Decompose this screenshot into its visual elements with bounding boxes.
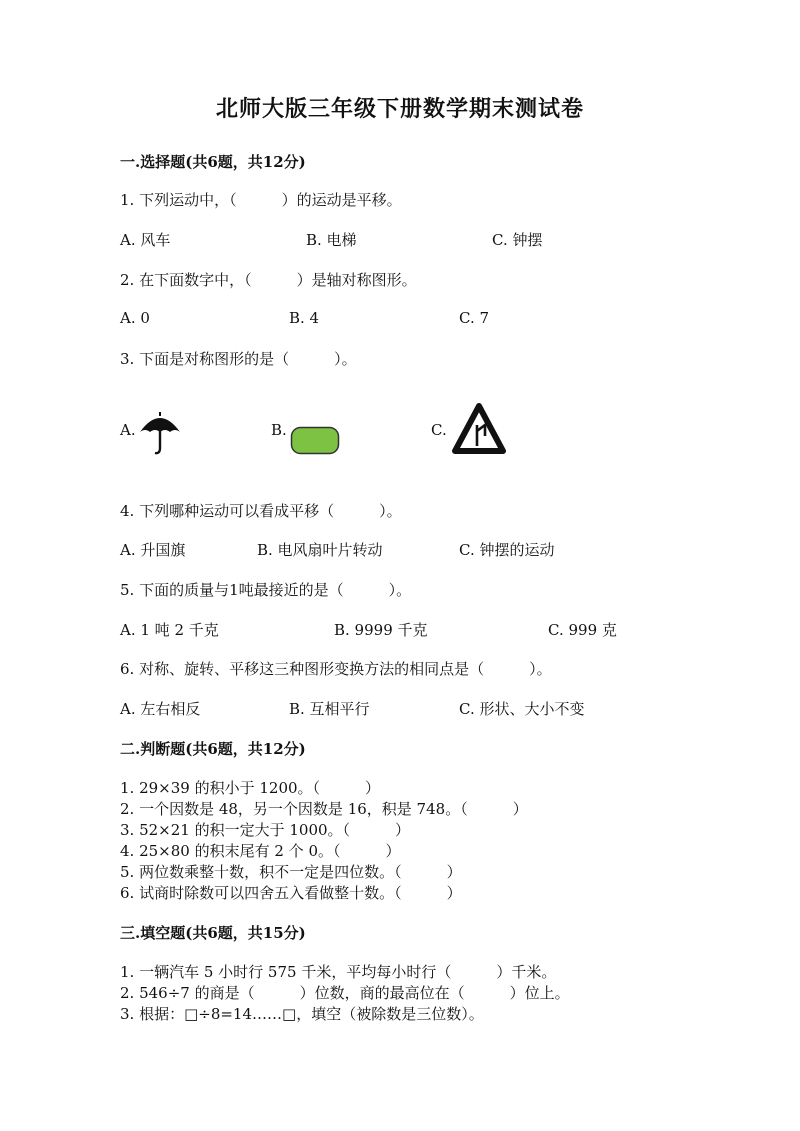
q4-option-c: C. 钟摆的运动 [459, 541, 555, 559]
q3-option-c: C. [431, 421, 447, 439]
question-6: 6. 对称、旋转、平移这三种图形变换方法的相同点是（ ）。 [120, 660, 552, 678]
q2-option-c: C. 7 [459, 309, 490, 327]
warning-sign-icon [452, 403, 506, 455]
section-heading-choice: 一.选择题(共6题，共12分) [120, 153, 306, 171]
q6-option-c: C. 形状、大小不变 [459, 700, 585, 718]
judgement-item-6: 6. 试商时除数可以四舍五入看做整十数。（ ） [120, 884, 462, 902]
question-4: 4. 下列哪种运动可以看成平移（ ）。 [120, 502, 402, 520]
q5-option-b: B. 9999 千克 [334, 621, 428, 639]
judgement-item-3: 3. 52×21 的积一定大于 1000。（ ） [120, 821, 411, 839]
q4-option-b: B. 电风扇叶片转动 [257, 541, 383, 559]
q3-option-a: A. [120, 421, 136, 439]
q2-option-a: A. 0 [120, 309, 150, 327]
fill-item-3: 3. 根据：□÷8=14……□，填空（被除数是三位数）。 [120, 1005, 484, 1023]
q2-option-b: B. 4 [289, 309, 320, 327]
question-5: 5. 下面的质量与1吨最接近的是（ ）。 [120, 581, 412, 599]
umbrella-icon [138, 410, 182, 456]
question-2: 2. 在下面数字中，（ ）是轴对称图形。 [120, 271, 417, 289]
page-title: 北师大版三年级下册数学期末测试卷 [215, 96, 584, 122]
fill-item-1: 1. 一辆汽车 5 小时行 575 千米，平均每小时行（ ）千米。 [120, 963, 557, 981]
q1-option-b: B. 电梯 [306, 231, 357, 249]
q1-option-c: C. 钟摆 [492, 231, 543, 249]
question-1: 1. 下列运动中，（ ）的运动是平移。 [120, 191, 402, 209]
q1-option-a: A. 风车 [120, 231, 171, 249]
judgement-item-1: 1. 29×39 的积小于 1200。（ ） [120, 779, 381, 797]
q6-option-a: A. 左右相反 [120, 700, 201, 718]
q6-option-b: B. 互相平行 [289, 700, 370, 718]
fill-item-2: 2. 546÷7 的商是（ ）位数，商的最高位在（ ）位上。 [120, 984, 570, 1002]
q4-option-a: A. 升国旗 [120, 541, 186, 559]
judgement-item-2: 2. 一个因数是 48，另一个因数是 16，积是 748。（ ） [120, 800, 528, 818]
question-3: 3. 下面是对称图形的是（ ）。 [120, 350, 357, 368]
section-heading-judgement: 二.判断题(共6题，共12分) [120, 740, 306, 758]
q5-option-c: C. 999 克 [548, 621, 617, 639]
q3-option-b: B. [271, 421, 287, 439]
judgement-item-5: 5. 两位数乘整十数，积不一定是四位数。（ ） [120, 863, 462, 881]
section-heading-fill-blank: 三.填空题(共6题，共15分) [120, 924, 306, 942]
judgement-item-4: 4. 25×80 的积末尾有 2 个 0。（ ） [120, 842, 401, 860]
rounded-rectangle-shape [290, 426, 340, 456]
q5-option-a: A. 1 吨 2 千克 [120, 621, 219, 639]
